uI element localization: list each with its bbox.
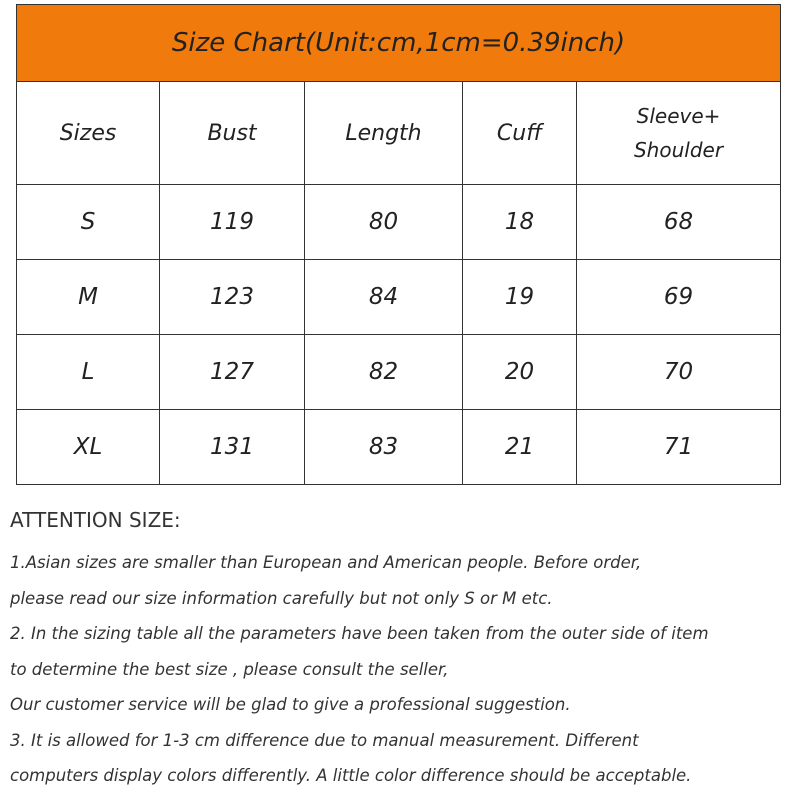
size-cell: XL (17, 410, 160, 485)
table-row (17, 335, 781, 410)
cuff-cell: 20 (463, 335, 577, 410)
header-bust: Bust (160, 82, 305, 185)
length-cell: 84 (305, 260, 463, 335)
bust-cell: 127 (160, 335, 305, 410)
header-sizes: Sizes (17, 82, 160, 185)
size-chart-title: Size Chart(Unit:cm,1cm=0.39inch) (17, 5, 781, 82)
cuff-cell: 21 (463, 410, 577, 485)
table-row (17, 410, 781, 485)
attention-title: ATTENTION SIZE: (10, 508, 181, 532)
size-cell: L (17, 335, 160, 410)
note-line: 1.Asian sizes are smaller than European and American people. Before order, (10, 553, 642, 572)
header-sleeve-shoulder: Sleeve+ Shoulder (577, 82, 781, 185)
bust-cell: 131 (160, 410, 305, 485)
header-row (17, 82, 781, 185)
size-chart-table (16, 4, 781, 485)
size-cell: S (17, 185, 160, 260)
header-cuff: Cuff (463, 82, 577, 185)
bust-cell: 119 (160, 185, 305, 260)
note-line: 3. It is allowed for 1-3 cm difference due to manual measurement. Different (10, 730, 639, 750)
cuff-cell: 19 (463, 260, 577, 335)
note-line: computers display colors differently. A little color difference should be acceptable. (10, 766, 692, 785)
note-line: please read our size information carefully but not only S or M etc. (10, 588, 553, 608)
bust-cell: 123 (160, 260, 305, 335)
sleeve-shoulder-cell: 71 (577, 410, 781, 485)
length-cell: 83 (305, 410, 463, 485)
note-line: to determine the best size , please consult the seller, (10, 659, 449, 679)
header-length: Length (305, 82, 463, 185)
note-line: Our customer service will be glad to give a professional suggestion. (10, 695, 571, 714)
cuff-cell: 18 (463, 185, 577, 260)
sleeve-shoulder-cell: 70 (577, 335, 781, 410)
table-row (17, 185, 781, 260)
title-row (17, 5, 781, 82)
sleeve-shoulder-cell: 69 (577, 260, 781, 335)
length-cell: 82 (305, 335, 463, 410)
table-row (17, 260, 781, 335)
attention-notes (10, 505, 790, 794)
sleeve-shoulder-cell: 68 (577, 185, 781, 260)
note-line: 2. In the sizing table all the parameters have been taken from the outer side of item (10, 624, 709, 643)
size-cell: M (17, 260, 160, 335)
length-cell: 80 (305, 185, 463, 260)
